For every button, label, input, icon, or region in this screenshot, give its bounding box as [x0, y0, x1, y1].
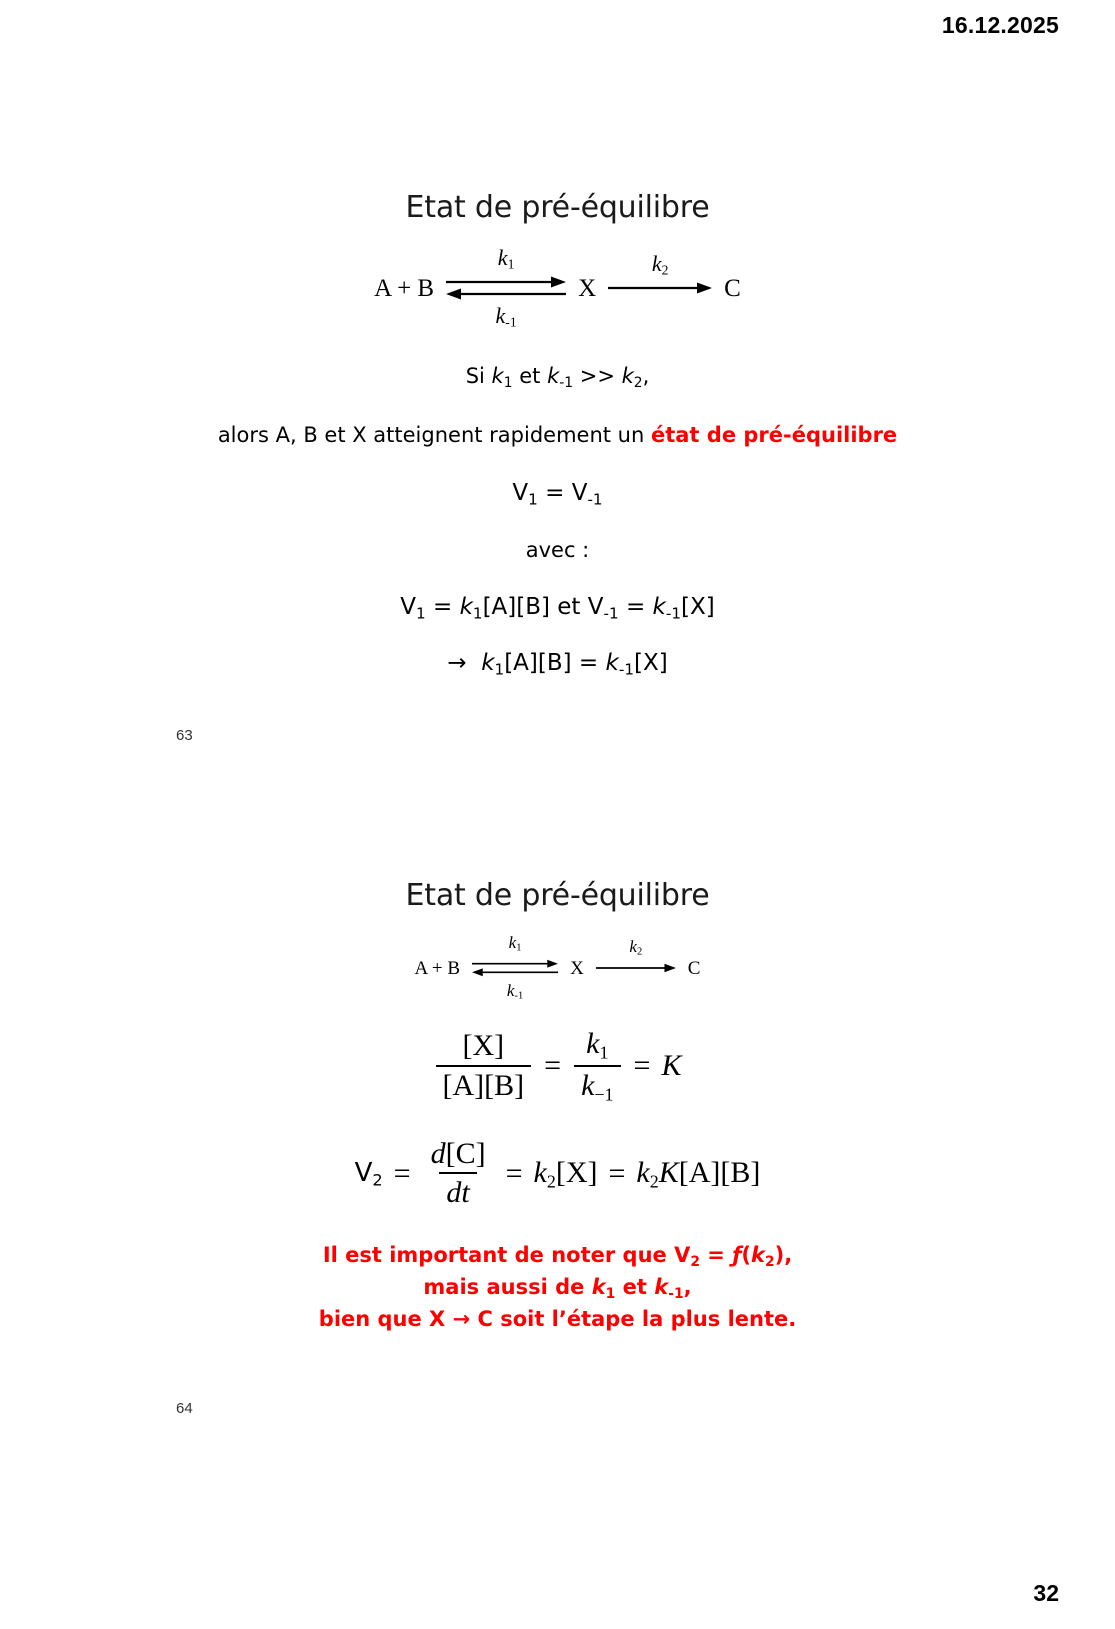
slide-63 [0, 110, 1115, 790]
condition-line: Si $k_1$ et $k_{-1} >> k_2$, [465, 364, 650, 391]
reversible-arrow-group [472, 932, 558, 1002]
forward-arrow-group [596, 936, 676, 974]
preequilibrium-result-line: → $k_1[A][B] = k_{-1}[X]$ [447, 650, 668, 679]
equals-sign: = [505, 1156, 523, 1190]
equilibrium-constant-equation [0, 1028, 1115, 1105]
slide-63-reaction-scheme [0, 244, 1115, 330]
rate-constant-ratio-fraction [574, 1028, 620, 1105]
fraction-denominator: dt [439, 1172, 476, 1209]
fraction-denominator: [A][B] [436, 1065, 532, 1102]
rate-constant-k1-label: $k_1$ [497, 244, 515, 272]
scheme-intermediate: X [570, 957, 584, 979]
right-arrow-icon: → [447, 650, 467, 676]
equals-sign: = [608, 1156, 626, 1190]
rate-definitions-line: $V_1 = k_1[A][B]$ et $V_{-1} = k_{-1}[X]$ [400, 594, 715, 623]
slide-64-number: 64 [176, 1400, 193, 1417]
rate-constant-k-minus-1-label: $k_{-1}$ [495, 303, 517, 330]
fraction-numerator: [X] [462, 1029, 505, 1063]
rate-constant-k-minus-1-label: $k_{-1}$ [506, 981, 524, 1002]
note-line-3: bien que X → C soit l’étape la plus lente. [318, 1306, 797, 1331]
forward-arrow-icon [596, 962, 676, 974]
scheme-product: C [687, 957, 701, 979]
equals-sign: = [633, 1049, 651, 1083]
slide-64 [0, 800, 1115, 1480]
document-date: 16.12.2025 [941, 12, 1059, 38]
slide-64-reaction-scheme [0, 932, 1115, 1002]
scheme-product: C [724, 274, 741, 302]
preequilibrium-statement [0, 423, 1115, 448]
scheme-intermediate: X [578, 274, 597, 302]
forward-arrow-icon [608, 281, 712, 295]
k2-K-ab-term: $k_2K[A][B]$ [636, 1155, 761, 1192]
rate-constant-k1-label: $k_1$ [508, 932, 522, 954]
scheme-reactants: A + B [374, 274, 435, 302]
right-arrow-icon: → [452, 1306, 471, 1331]
slide-64-title: Etat de pré-équilibre [405, 878, 710, 913]
equals-sign: = [393, 1156, 411, 1190]
fraction-numerator: $k_1$ [586, 1027, 609, 1063]
scheme-reactants: A + B [414, 957, 461, 979]
concentration-ratio-fraction [436, 1030, 532, 1102]
reversible-arrow-icon [446, 275, 566, 301]
note-line-1: Il est important de noter que $V_2$ = $ƒ(k_2)$, [322, 1243, 793, 1270]
k2-x-term: $k_2[X]$ [533, 1155, 598, 1192]
statement-red-emphasis: état de pré-équilibre [650, 423, 898, 447]
statement-black-text: alors A, B et X atteignent rapidement un [217, 423, 651, 447]
reversible-arrow-group [446, 244, 566, 330]
equals-sign: = [544, 1049, 562, 1083]
fraction-numerator: d[C] [430, 1137, 486, 1170]
fraction-denominator: $k_{-1}$ [574, 1065, 620, 1105]
avec-label: avec : [525, 538, 590, 562]
v2-label: $V_2$ [354, 1158, 383, 1190]
important-note [0, 1240, 1115, 1334]
slide-63-number: 63 [176, 727, 193, 744]
rate-constant-k2-label: $k_2$ [651, 250, 669, 278]
rate-v2-equation [0, 1138, 1115, 1210]
forward-arrow-group [608, 250, 712, 295]
rate-constant-k2-label: $k_2$ [629, 936, 643, 958]
page-number: 32 [1033, 1580, 1059, 1606]
slide-63-title: Etat de pré-équilibre [405, 190, 710, 225]
velocity-equality-line: $V_1 = V_{-1}$ [512, 480, 603, 509]
derivative-fraction [424, 1138, 493, 1210]
equilibrium-constant-symbol: K [661, 1049, 682, 1083]
note-line-2: mais aussi de $k_1$ et $k_{-1}$, [423, 1274, 692, 1302]
reversible-arrow-icon [472, 958, 558, 978]
